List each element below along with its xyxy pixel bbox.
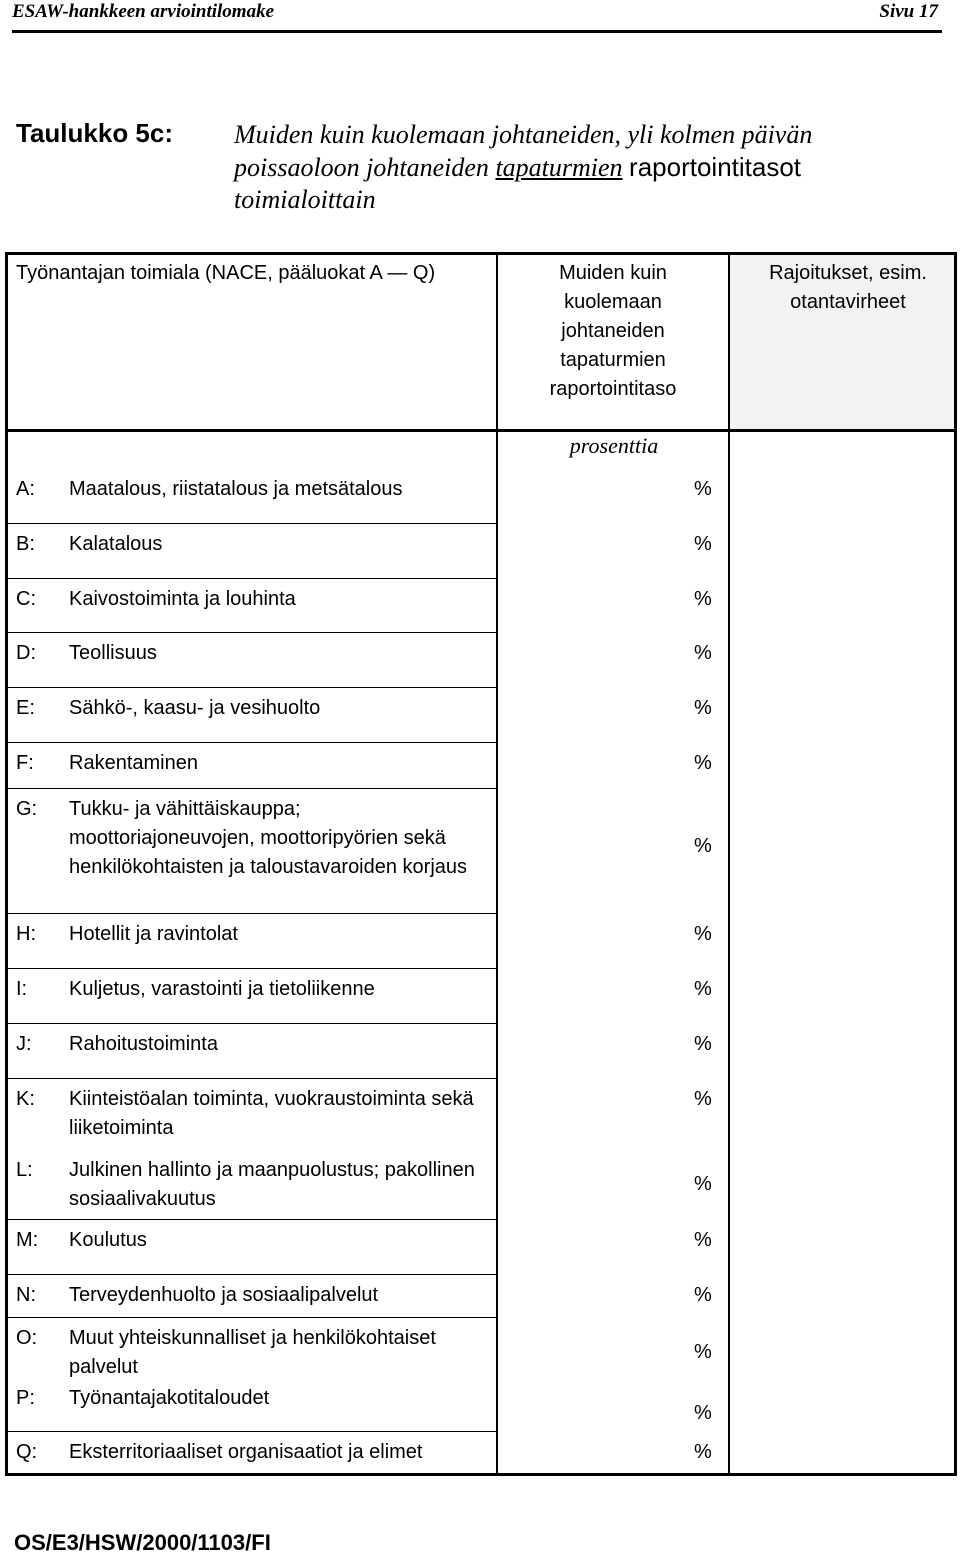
caption-part2: toimialoittain <box>234 185 376 214</box>
percent-cell: % <box>694 478 712 500</box>
sector-label: Sähkö-, kaasu- ja vesihuolto <box>69 697 321 719</box>
percent-cell: % <box>694 1173 712 1195</box>
sector-code: K: <box>16 1088 35 1110</box>
row-divider <box>8 1023 496 1024</box>
sector-label: Työnantajakotitaloudet <box>69 1387 270 1409</box>
sector-code: D: <box>16 642 36 664</box>
document-code: OS/E3/HSW/2000/1103/FI <box>14 1530 271 1555</box>
row-divider <box>8 968 496 969</box>
sector-code: N: <box>16 1284 36 1306</box>
percent-cell: % <box>694 1088 712 1110</box>
row-divider <box>8 1317 496 1318</box>
page-number: Sivu 17 <box>879 1 938 22</box>
column-header-limitations: Rajoitukset, esim. otantavirheet <box>769 262 927 313</box>
document-title: ESAW-hankkeen arviointilomake <box>12 1 275 22</box>
column-header-reporting-level: Muiden kuin kuolemaan johtaneiden tapaturmien raportointitaso <box>549 262 677 400</box>
percent-cell: % <box>694 1441 712 1463</box>
table-caption-label: Taulukko 5c: <box>16 118 174 148</box>
percent-cell: % <box>694 1284 712 1306</box>
sector-code: O: <box>16 1327 38 1349</box>
row-divider <box>8 913 496 914</box>
caption-underlined: tapaturmien <box>495 153 623 182</box>
row-divider <box>8 1078 496 1079</box>
page-header <box>0 0 960 37</box>
sector-label: Koulutus <box>69 1229 147 1251</box>
percent-cell: % <box>694 1229 712 1251</box>
percent-cell: % <box>694 697 712 719</box>
percent-cell: % <box>694 835 712 857</box>
caption-normal: raportointitasot <box>629 152 802 182</box>
reporting-level-table <box>5 252 957 1476</box>
unit-label: prosenttia <box>569 433 659 458</box>
row-divider <box>8 1274 496 1275</box>
sector-code: F: <box>16 752 34 774</box>
column-header-sector: Työnantajan toimiala (NACE, pääluokat A — Q) <box>16 262 436 284</box>
sector-code: Q: <box>16 1441 38 1463</box>
sector-label: Eksterritoriaaliset organisaatiot ja elimet <box>69 1441 423 1463</box>
row-divider <box>8 1219 496 1220</box>
sector-code: E: <box>16 697 35 719</box>
sector-label: Kaivostoiminta ja louhinta <box>69 588 296 610</box>
row-divider <box>8 742 496 743</box>
sector-code: A: <box>16 478 35 500</box>
sector-label: Rahoitustoiminta <box>69 1033 218 1055</box>
row-divider <box>8 1431 496 1432</box>
column-divider-1 <box>496 255 498 1473</box>
sector-code: J: <box>16 1033 32 1055</box>
percent-cell: % <box>694 1033 712 1055</box>
column-divider-2 <box>728 255 730 1473</box>
sector-code: P: <box>16 1387 35 1409</box>
row-divider <box>8 632 496 633</box>
sector-label: Maatalous, riistatalous ja metsätalous <box>69 478 403 500</box>
table-caption-text <box>234 119 914 216</box>
header-rule-bottom <box>8 429 954 432</box>
percent-cell: % <box>694 978 712 1000</box>
caption-part1: Muiden kuin kuolemaan johtaneiden, yli kolmen päivän poissaoloon johtaneiden <box>234 120 813 182</box>
sector-code: B: <box>16 533 35 555</box>
sector-label: Tukku- ja vähittäiskauppa; moottoriajoneuvojen, moottoripyörien sekä henkilökohtaisten ja taloustavaroiden korjaus <box>69 798 468 878</box>
sector-code: C: <box>16 588 36 610</box>
row-divider <box>8 578 496 579</box>
percent-cell: % <box>694 923 712 945</box>
sector-label: Rakentaminen <box>69 752 198 774</box>
sector-label: Hotellit ja ravintolat <box>69 923 238 945</box>
sector-label: Terveydenhuolto ja sosiaalipalvelut <box>69 1284 379 1306</box>
row-divider <box>8 523 496 524</box>
sector-code: H: <box>16 923 36 945</box>
sector-label: Kuljetus, varastointi ja tietoliikenne <box>69 978 375 1000</box>
sector-code: G: <box>16 798 38 820</box>
sector-label: Julkinen hallinto ja maanpuolustus; pakollinen sosiaalivakuutus <box>69 1159 475 1210</box>
sector-label: Muut yhteiskunnalliset ja henkilökohtaiset palvelut <box>69 1327 436 1378</box>
percent-cell: % <box>694 1341 712 1363</box>
sector-code: L: <box>16 1159 33 1181</box>
percent-cell: % <box>694 642 712 664</box>
percent-cell: % <box>694 533 712 555</box>
row-divider <box>8 788 496 789</box>
percent-cell: % <box>694 752 712 774</box>
sector-label: Teollisuus <box>69 642 157 664</box>
sector-label: Kalatalous <box>69 533 163 555</box>
header-rule <box>12 30 942 33</box>
sector-code: I: <box>16 978 28 1000</box>
percent-cell: % <box>694 1402 712 1424</box>
row-divider <box>8 687 496 688</box>
percent-cell: % <box>694 588 712 610</box>
sector-code: M: <box>16 1229 39 1251</box>
sector-label: Kiinteistöalan toiminta, vuokraustoiminta sekä liiketoiminta <box>69 1088 474 1139</box>
